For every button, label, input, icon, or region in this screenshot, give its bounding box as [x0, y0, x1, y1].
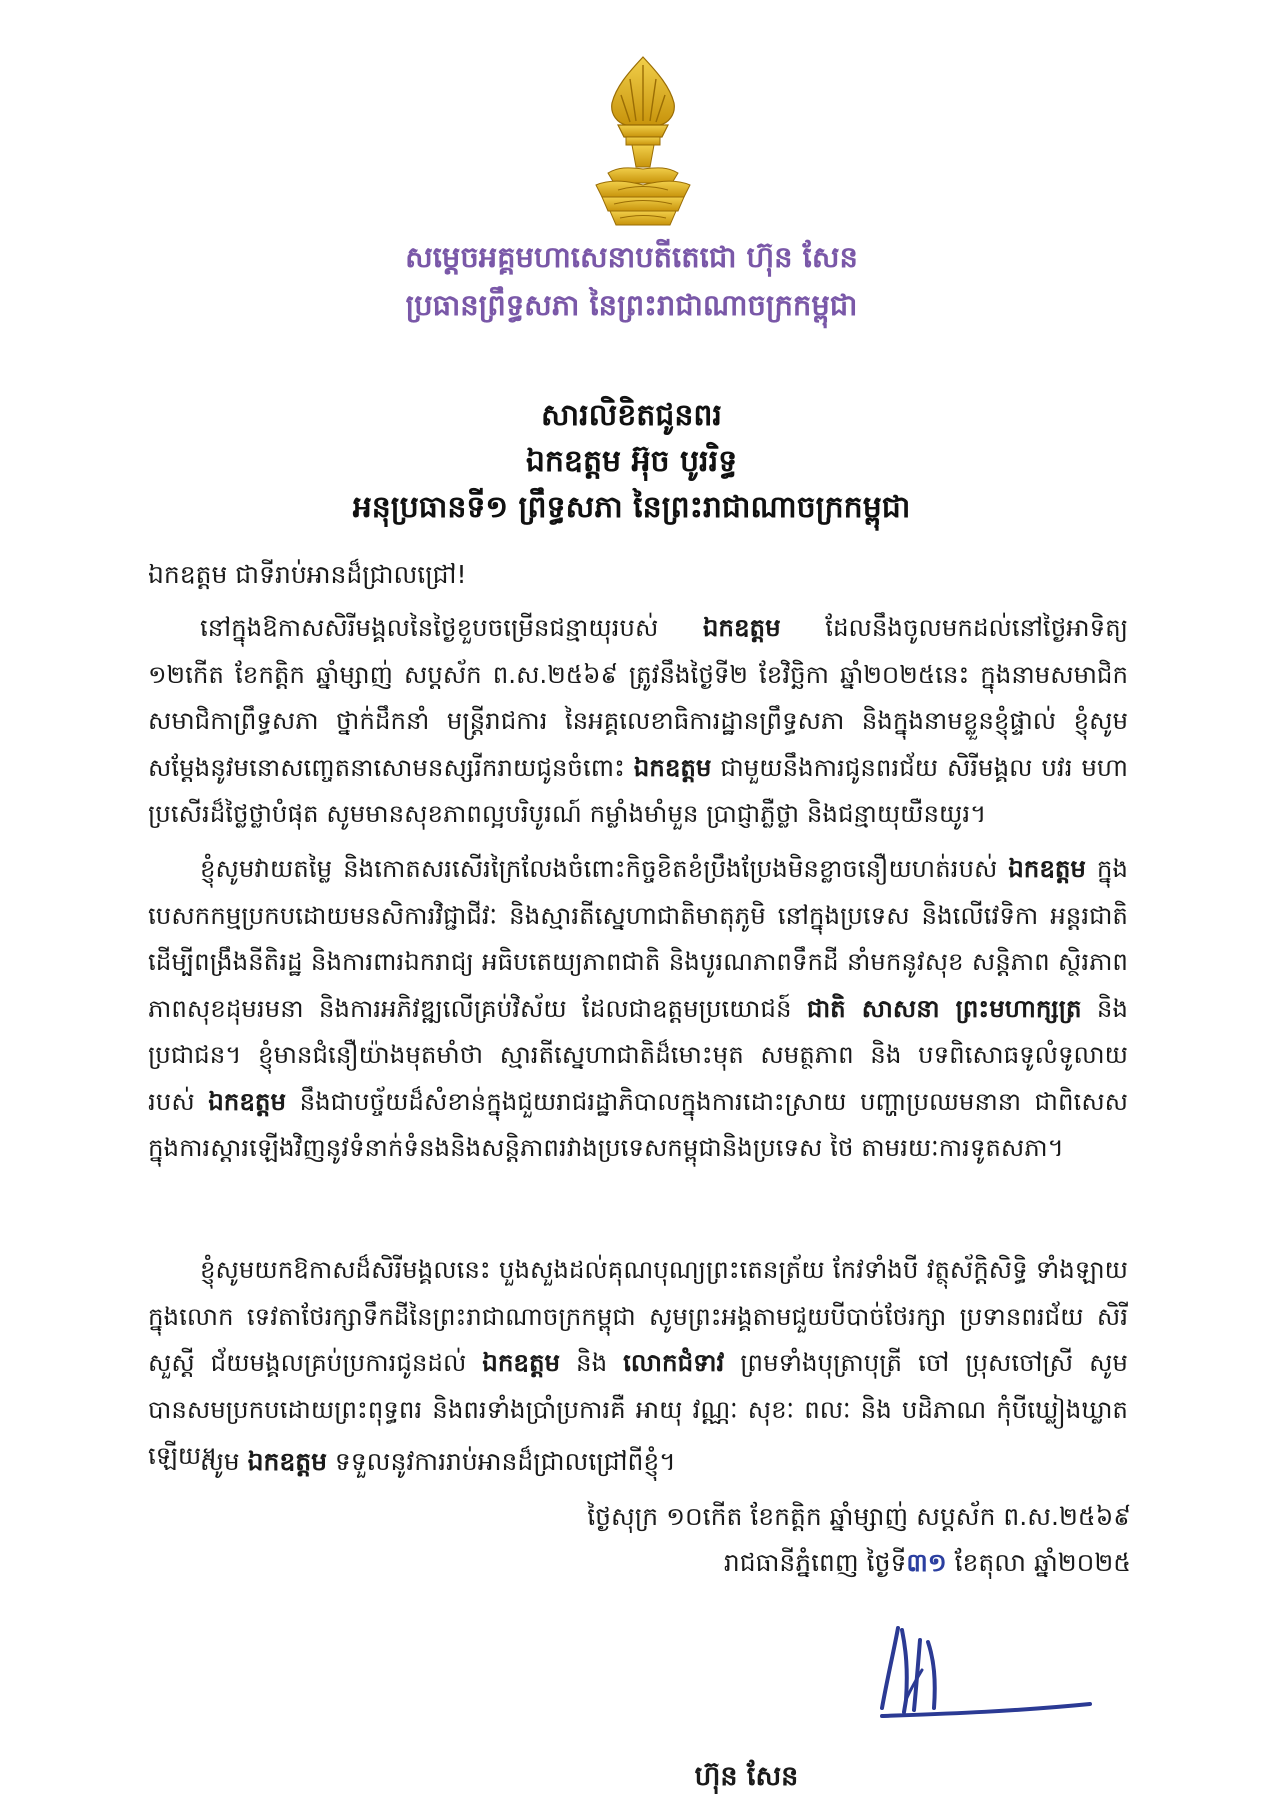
bold-text-run: ជាតិ សាសនា ព្រះមហាក្សត្រ	[806, 993, 1082, 1023]
text-run: សូម	[200, 1447, 248, 1476]
bold-text-run: ឯកឧត្តម	[1008, 854, 1086, 883]
bold-text-run: ឯកឧត្តម	[482, 1348, 561, 1377]
title-line-1: សារលិខិតជូនពរ	[541, 398, 722, 433]
text-run: ខ្ញុំសូមវាយតម្លៃ និងកោតសរសើរក្រៃលែងចំពោះកិច្ចខិតខំប្រឹងប្រែងមិនខ្លាចនឿយហត់របស់	[200, 854, 1009, 883]
text-run: ព្រមទាំងបុត្រាបុត្រី ចៅ ប្រុសចៅស្រី សូមបានសមប្រកបដោយព្រះពុទ្ធពរ និងពរទាំងប្រាំប្រការគឺ អាយុ វណ្ណៈ សុខៈ ពលៈ និង បដិភាណ កុំបីឃ្លៀងឃ្លាតឡើយ។	[148, 1348, 1128, 1470]
date-prefix: រាជធានីភ្នំពេញ ថ្ងៃទី	[723, 1548, 907, 1577]
text-run: ដែលនឹងចូលមកដល់នៅថ្ងៃអាទិត្យ ១២កើត ខែកត្តិក ឆ្នាំម្សាញ់ សប្តស័ក ព.ស.២៥៦៩ ត្រូវនឹងថ្ងៃទី២ ខែវិច្ឆិកា ឆ្នាំ២០២៥នេះ ក្នុងនាមសមាជិក សមាជិកាព្រឹទ្ធសភា ថ្នាក់ដឹកនាំ មន្ត្រីរាជការ នៃអគ្គលេខាធិការដ្ឋានព្រឹទ្ធសភា និងក្នុងនាមខ្លួនខ្ញុំផ្ទាល់ ខ្ញុំសូម សម្តែងនូវមនោសញ្ចេតនាសោមនស្សរីករាយជូនចំពោះ	[148, 613, 1128, 782]
bold-text-run: លោកជំទាវ	[623, 1348, 725, 1377]
closing-line	[200, 1447, 676, 1483]
bold-text-run: ឯកឧត្តម	[247, 1447, 327, 1476]
bold-text-run: ឯកឧត្តម	[633, 752, 712, 782]
solar-date	[724, 1548, 1131, 1584]
date-suffix: ខែតុលា ឆ្នាំ២០២៥	[954, 1548, 1131, 1577]
text-run: និងប្រជាជន។ ខ្ញុំមានជំនឿយ៉ាងមុតមាំថា ស្មារតីស្នេហាជាតិដ៏មោះមុត សមត្ថភាព និង បទពិសោធទូលំទូលាយរបស់	[148, 993, 1128, 1116]
title-line-2: ឯកឧត្តម អ៊ុច បូររិទ្ធ	[525, 444, 738, 479]
lunar-date: ថ្ងៃសុក្រ ១០កើត ខែកត្តិក ឆ្នាំម្សាញ់ សប្តស័ក ព.ស.២៥៦៩	[587, 1502, 1131, 1531]
text-run: ខ្ញុំសូមយកឱកាសដ៏សិរីមង្គលនេះ បួងសួងដល់គុណបុណ្យព្រះតេនត្រ័យ កែវទាំងបី វត្ថុស័ក្តិសិទ្ធិ ទាំងឡាយក្នុងលោក ទេវតាថែរក្សាទឹកដីនៃព្រះរាជាណាចក្រកម្ពុជា សូមព្រះអង្គតាមជួយបីបាច់ថែរក្សា ប្រទានពរជ័យ សិរីសួស្តី ជ័យមង្គលគ្រប់ប្រការជូនដល់	[148, 1255, 1128, 1377]
bold-text-run: ឯកឧត្តម	[702, 613, 781, 642]
paragraph-2	[148, 846, 1128, 1172]
sender-name: សម្តេចអគ្គមហាសេនាបតីតេជោ ហ៊ុន សែន	[405, 240, 858, 274]
text-run: ជាមួយនឹងការជូនពរជ័យ សិរីមង្គល បវរ មហាប្រសើរដ៏ថ្លៃថ្លាបំផុត សូមមានសុខភាពល្អបរិបូរណ៍ កម្លាំងមាំមួន ប្រាជ្ញាភ្លឺថ្លា និងជន្មាយុយឺនយូរ។	[148, 752, 1128, 828]
title-line-3: អនុប្រធានទី១ ព្រឹទ្ធសភា នៃព្រះរាជាណាចក្រកម្ពុជា	[352, 490, 911, 525]
bold-text-run: ឯកឧត្តម	[208, 1086, 286, 1116]
text-run: នៅក្នុងឱកាសសិរីមង្គលនៃថ្ងៃខួបចម្រើនជន្មាយុរបស់	[200, 613, 703, 642]
senate-emblem-icon	[588, 55, 698, 230]
paragraph-3	[148, 1247, 1128, 1480]
salutation: ឯកឧត្តម ជាទីរាប់អានដ៏ជ្រាលជ្រៅ!	[148, 560, 467, 589]
handwritten-signature	[858, 1620, 1098, 1730]
letter-title	[0, 393, 1263, 531]
text-run: និង	[560, 1348, 624, 1377]
text-run: ក្នុងបេសកកម្មប្រកបដោយមនសិការវិជ្ជាជីវៈ និងស្មារតីស្នេហាជាតិមាតុភូមិ នៅក្នុងប្រទេស និងលើវេទិកា អន្តរជាតិ ដើម្បីពង្រឹងនីតិរដ្ឋ និងការពារឯករាជ្យ អធិបតេយ្យភាពជាតិ និងបូរណភាពទឹកដី នាំមកនូវសុខ សន្តិភាព ស្ថិរភាព ភាពសុខដុមរមនា និងការអភិវឌ្ឍលើគ្រប់វិស័យ ដែលជាឧត្តមប្រយោជន៍	[148, 854, 1128, 1023]
sender-position: ប្រធានព្រឹទ្ធសភា នៃព្រះរាជាណាចក្រកម្ពុជា	[405, 288, 858, 322]
paragraph-1	[148, 605, 1128, 838]
text-run: នឹងជាបច្ច័យដ៏សំខាន់ក្នុងជួយរាជរដ្ឋាភិបាលក្នុងការដោះស្រាយ បញ្ហាប្រឈមនានា ជាពិសេសក្នុងការស្តារឡើងវិញនូវទំនាក់ទំនងនិងសន្តិភាពរវាងប្រទេសកម្ពុជានិងប្រទេស ថៃ តាមរយៈការទូតសភា។	[148, 1086, 1128, 1162]
date-day: ៣១	[906, 1548, 947, 1577]
text-run: ទទួលនូវការរាប់អានដ៏ជ្រាលជ្រៅពីខ្ញុំ។	[326, 1447, 676, 1476]
signatory-name: ហ៊ុន សែន	[694, 1761, 799, 1792]
